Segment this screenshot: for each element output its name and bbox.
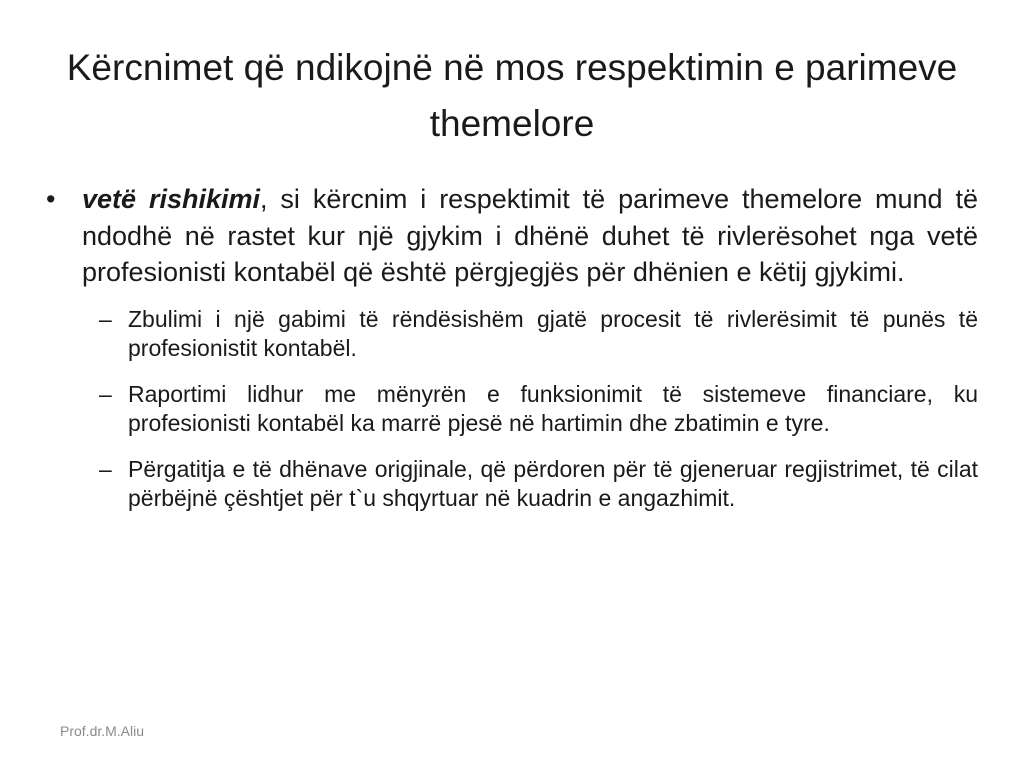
sub-bullet-text: Përgatitja e të dhënave origjinale, që përdoren për të gjeneruar regjistrimet, të cilat përbëjnë çështjet për t`u shqyrtuar në kuadrin e angazhimit.	[128, 455, 978, 511]
sub-bullet-1	[44, 305, 978, 364]
sub-bullet-2	[44, 380, 978, 439]
slide-title: Kërcnimet që ndikojnë në mos respektimin e parimeve themelore	[66, 47, 958, 144]
dash-icon: –	[99, 305, 112, 332]
bullet-dot-icon: •	[46, 184, 56, 214]
slide-content	[44, 181, 978, 530]
sub-bullet-list	[44, 305, 978, 514]
bullet-text: , si kërcnim i respektimit të parimeve themelore mund të ndodhë në rastet kur një gjykim i dhënë duhet të rivlerësohet nga vetë profesionisti kontabël që është përgjegjës për dhënien e këtij gjykimi.	[82, 184, 978, 287]
footer-author: Prof.dr.M.Aliu	[60, 723, 145, 739]
dash-icon: –	[99, 455, 112, 482]
bullet-emphasis: vetë rishikimi	[82, 184, 261, 214]
main-bullet	[44, 181, 978, 291]
sub-bullet-text: Zbulimi i një gabimi të rëndësishëm gjatë procesit të rivlerësimit të punës të profesionistit kontabël.	[128, 305, 978, 361]
dash-icon: –	[99, 380, 112, 407]
sub-bullet-text: Raportimi lidhur me mënyrën e funksionimit të sistemeve financiare, ku profesionisti kontabël ka marrë pjesë në hartimin dhe zbatimin e tyre.	[128, 380, 978, 436]
sub-bullet-3	[44, 455, 978, 514]
